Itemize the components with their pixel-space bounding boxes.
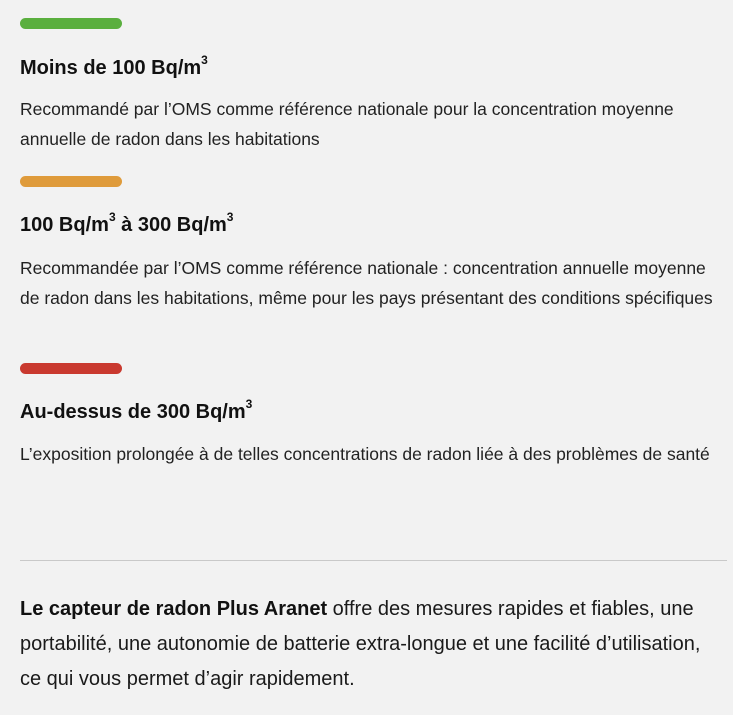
level-heading-high	[20, 397, 253, 424]
level-heading-text: Moins de 100 Bq/m	[20, 57, 202, 79]
level-heading-medium	[20, 210, 234, 237]
level-heading-superscript: 3	[245, 397, 253, 412]
product-summary	[20, 592, 727, 697]
product-name: Le capteur de radon Plus Aranet	[20, 598, 328, 620]
level-heading-part1: 100 Bq/m	[20, 214, 109, 236]
section-divider	[20, 560, 727, 561]
summary-text: offre des mesures rapides et fiables, une portabilité, une autonomie de batterie extra-longue et une facilité d’utilisation, ce qui vous permet d’agir rapidement.	[20, 598, 701, 690]
level-color-bar-green	[20, 18, 122, 29]
level-description-medium: Recommandée par l’OMS comme référence nationale : concentration annuelle moyenne de radon dans les habitations, même pour les pays présentant des conditions spécifiques	[20, 258, 713, 308]
level-heading-superscript: 3	[226, 210, 234, 225]
level-color-bar-red	[20, 363, 122, 374]
level-heading-low	[20, 53, 208, 80]
level-heading-superscript: 3	[108, 210, 116, 225]
level-description-high: L’exposition prolongée à de telles concentrations de radon liée à des problèmes de santé	[20, 444, 710, 464]
level-heading-text: Au-dessus de 300 Bq/m	[20, 401, 246, 423]
level-heading-part2: à 300 Bq/m	[115, 214, 227, 236]
level-heading-superscript: 3	[201, 53, 208, 68]
level-description-low: Recommandé par l’OMS comme référence nationale pour la concentration moyenne annuelle de radon dans les habitations	[20, 99, 674, 149]
level-color-bar-orange	[20, 176, 122, 187]
